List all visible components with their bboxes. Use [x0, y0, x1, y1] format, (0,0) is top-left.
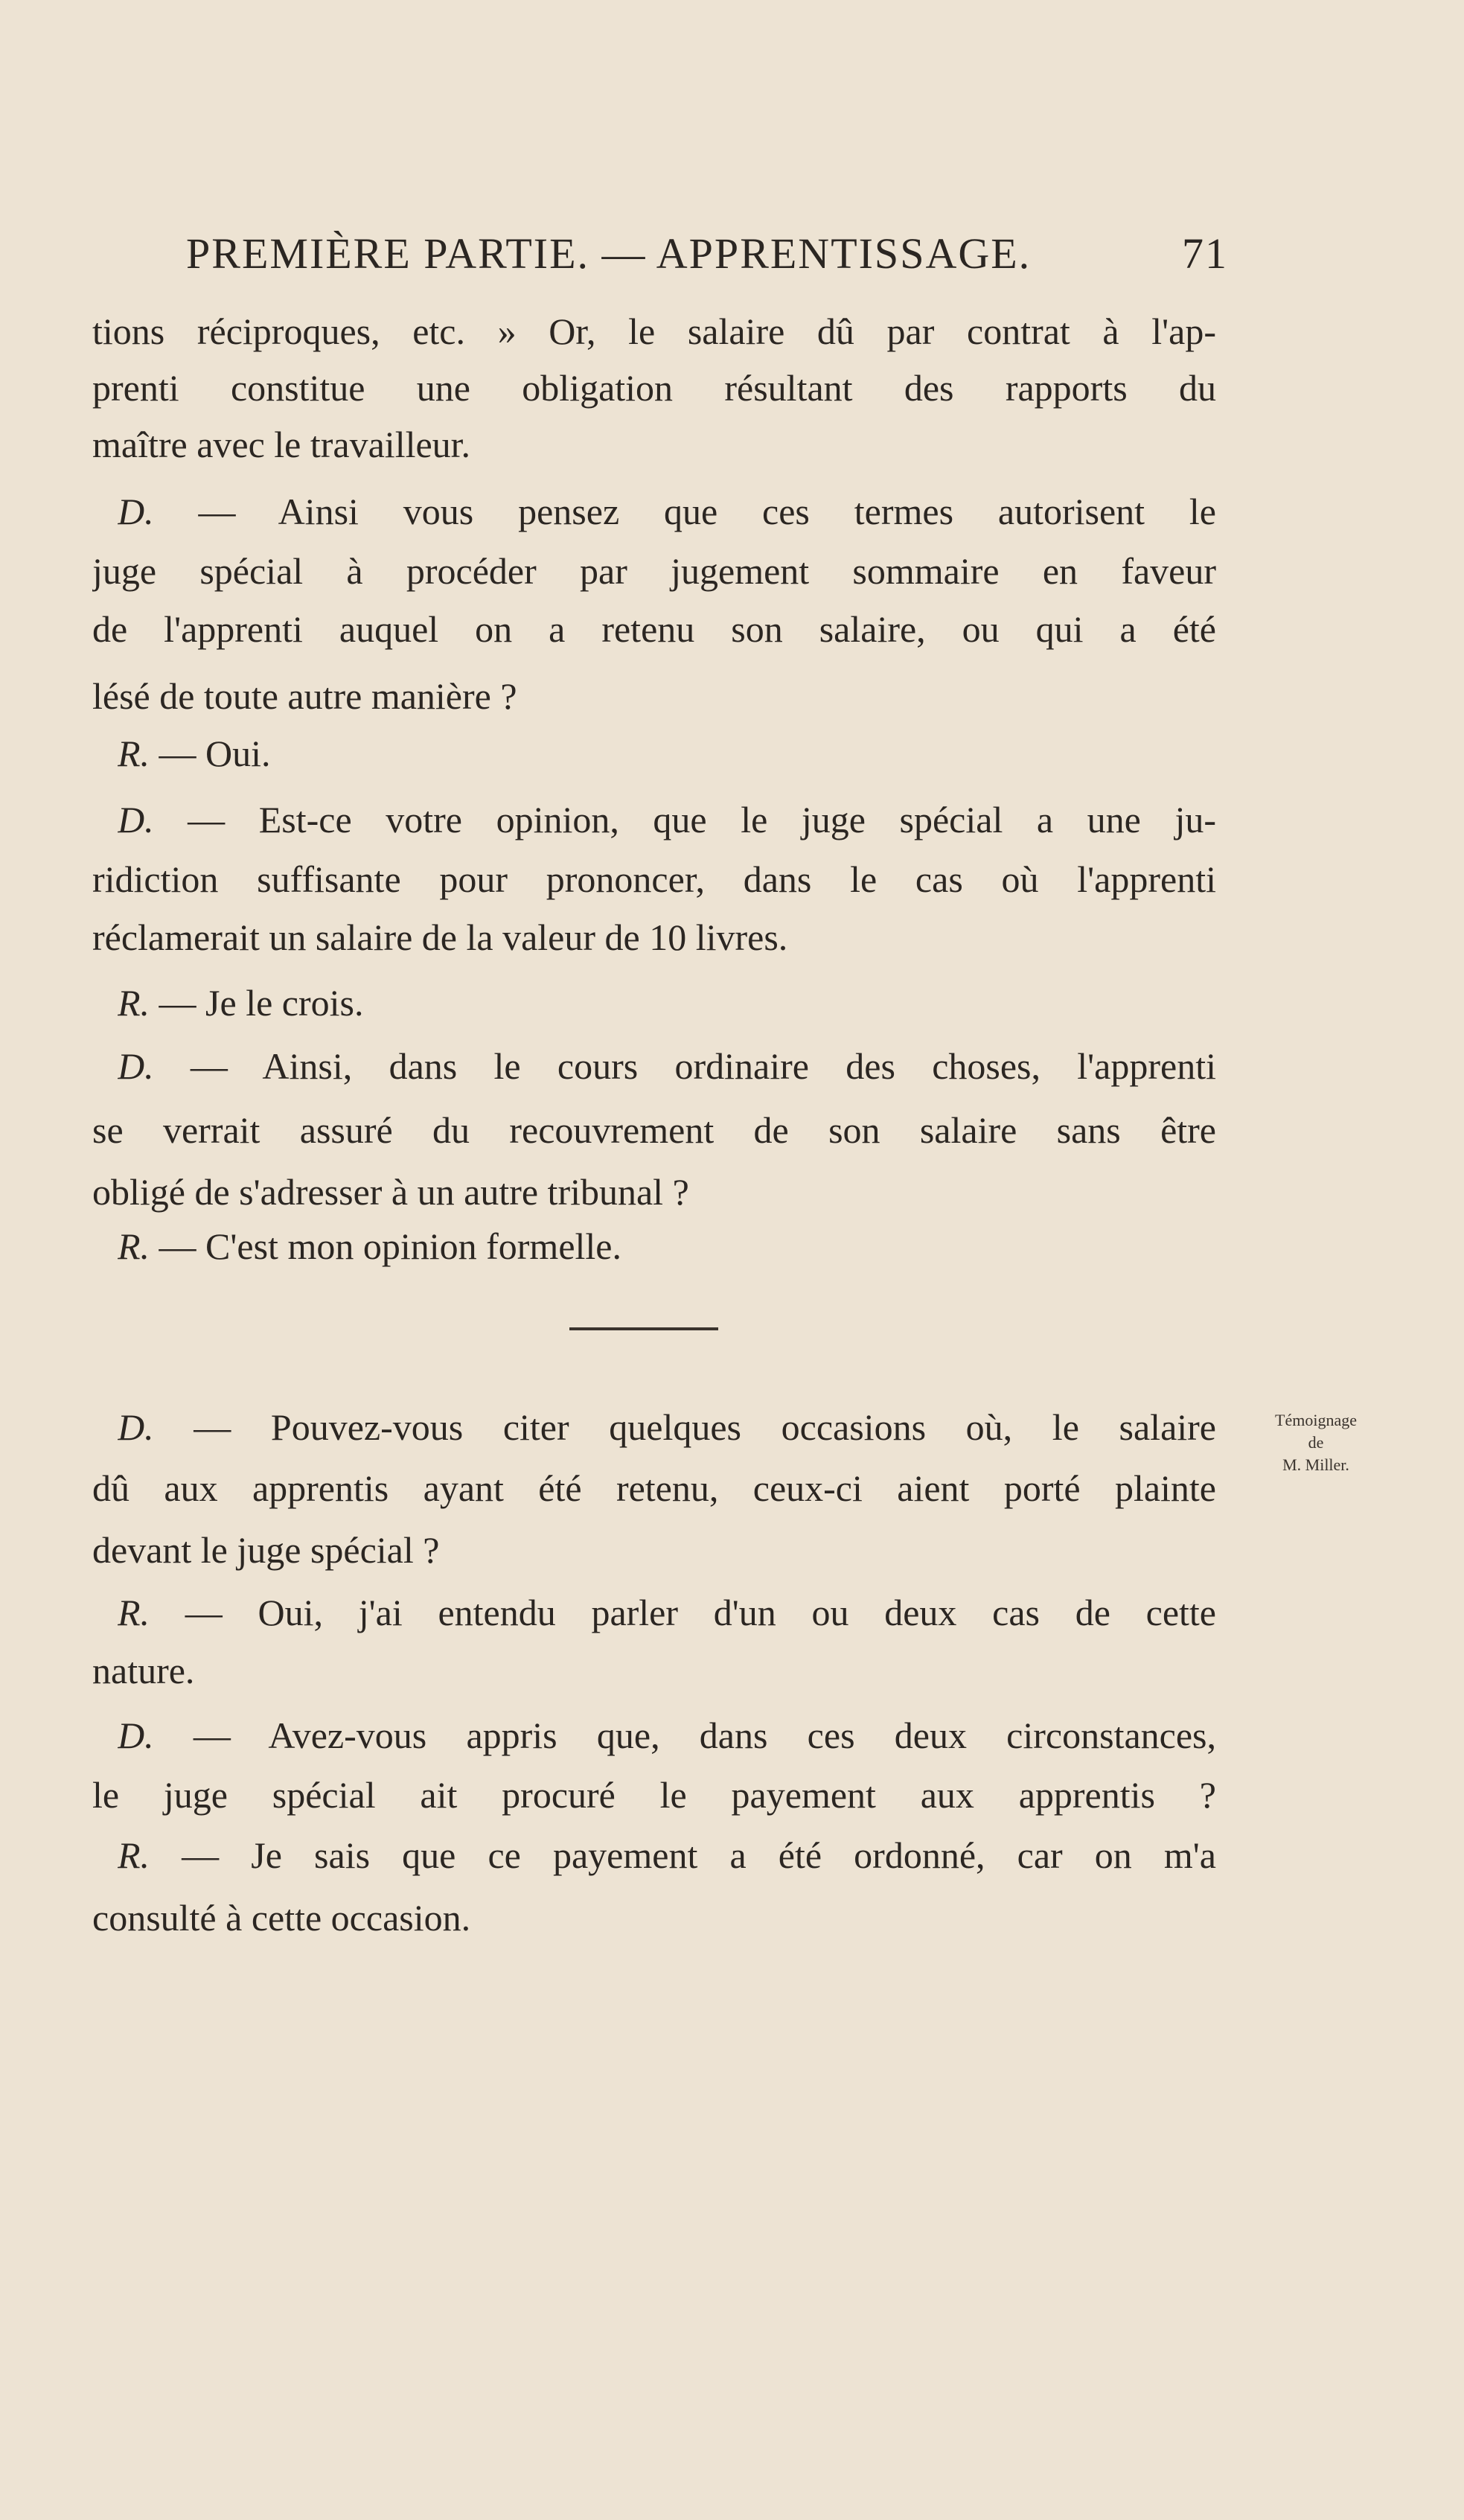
text-line: juge spécial à procéder par jugement sommaire en faveur	[92, 550, 1216, 592]
answer-label: R.	[118, 1834, 150, 1876]
question-label: D.	[118, 799, 154, 840]
question-label: D.	[118, 1714, 154, 1756]
answer-text: — Oui, j'ai entendu parler d'un ou deux cas de cette	[150, 1592, 1216, 1633]
answer-text: — Je le crois.	[150, 982, 364, 1024]
question-label: D.	[118, 1406, 154, 1448]
text-line: devant le juge spécial ?	[92, 1529, 440, 1571]
question-line	[118, 483, 1216, 540]
margin-note-line: de	[1308, 1433, 1324, 1452]
answer-line	[118, 1827, 1216, 1883]
margin-note-line: Témoignage	[1275, 1411, 1357, 1429]
question-text: — Ainsi, dans le cours ordinaire des choses, l'apprenti	[153, 1045, 1216, 1087]
text-line: de l'apprenti auquel on a retenu son salaire, ou qui a été	[92, 608, 1216, 650]
question-text: — Avez-vous appris que, dans ces deux circonstances,	[153, 1714, 1216, 1756]
text-line: prenti constitue une obligation résultant des rapports du	[92, 367, 1216, 409]
margin-note-line: M. Miller.	[1282, 1455, 1349, 1474]
text-line: se verrait assuré du recouvrement de son salaire sans être	[92, 1109, 1216, 1151]
question-line	[118, 1399, 1216, 1455]
text-line: tions réciproques, etc. » Or, le salaire dû par contrat à l'ap-	[92, 310, 1216, 352]
text-line: nature.	[92, 1650, 195, 1691]
answer-label: R.	[118, 733, 150, 774]
answer-line	[118, 725, 1216, 782]
question-text: — Pouvez-vous citer quelques occasions où, le salaire	[153, 1406, 1216, 1448]
answer-line	[118, 1584, 1216, 1641]
text-line: consulté à cette occasion.	[92, 1897, 471, 1939]
page-header	[186, 223, 1228, 283]
answer-line	[118, 974, 1216, 1031]
answer-text: — Oui.	[150, 733, 271, 774]
answer-text: — C'est mon opinion formelle.	[150, 1225, 621, 1267]
question-text: — Est-ce votre opinion, que le juge spécial a une ju-	[153, 799, 1216, 840]
text-line: dû aux apprentis ayant été retenu, ceux-ci aient porté plainte	[92, 1467, 1216, 1509]
answer-text: — Je sais que ce payement a été ordonné, car on m'a	[150, 1834, 1216, 1876]
text-line: obligé de s'adresser à un autre tribunal ?	[92, 1171, 689, 1213]
text-line: maître avec le travailleur.	[92, 424, 471, 465]
answer-line	[118, 1218, 1216, 1275]
question-text: — Ainsi vous pensez que ces termes autorisent le	[153, 491, 1216, 532]
question-line	[118, 1038, 1216, 1094]
page-number: 71	[1182, 229, 1228, 278]
margin-note	[1241, 1409, 1390, 1476]
answer-label: R.	[118, 1225, 150, 1267]
text-line: lésé de toute autre manière ?	[92, 675, 517, 717]
section-separator	[569, 1327, 718, 1330]
answer-label: R.	[118, 982, 150, 1024]
text-line: réclamerait un salaire de la valeur de 10 livres.	[92, 916, 788, 958]
answer-label: R.	[118, 1592, 150, 1633]
running-title: PREMIÈRE PARTIE. — APPRENTISSAGE.	[186, 229, 1032, 278]
question-line	[118, 791, 1216, 848]
text-line: le juge spécial ait procuré le payement aux apprentis ?	[92, 1774, 1216, 1816]
question-label: D.	[118, 491, 154, 532]
text-line: ridiction suffisante pour prononcer, dans le cas où l'apprenti	[92, 858, 1216, 900]
question-label: D.	[118, 1045, 154, 1087]
question-line	[118, 1707, 1216, 1764]
